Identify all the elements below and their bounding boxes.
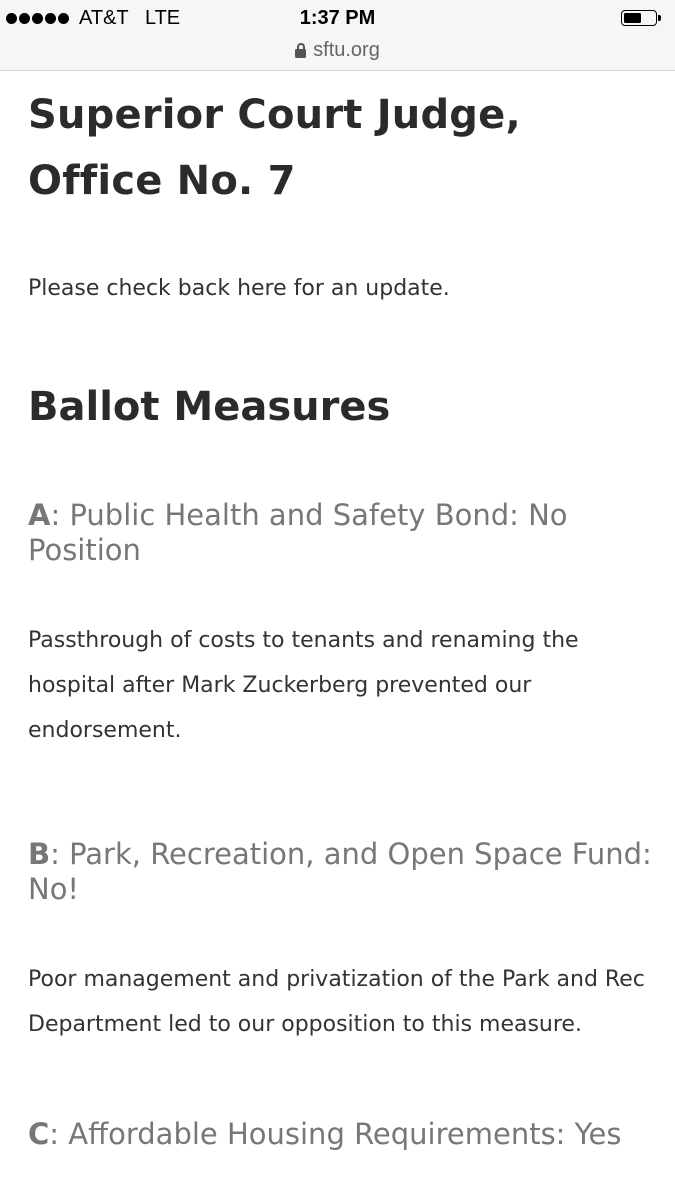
lock-icon (295, 43, 306, 58)
measure-c (28, 1117, 658, 1152)
measure-title (28, 498, 658, 568)
clock: 1:37 PM (299, 7, 376, 29)
measure-title-text: : Public Health and Safety Bond: No Position (28, 498, 568, 567)
page-content (28, 82, 658, 1152)
measure-description: Poor management and privatization of the Park and Rec Department led to our opposition to this measure. (28, 967, 645, 1037)
url-text[interactable]: sftu.org (313, 38, 380, 61)
ballot-measures-heading: Ballot Measures (28, 384, 391, 430)
measure-b (28, 837, 658, 1047)
browser-chrome (0, 0, 675, 71)
battery-icon (621, 10, 663, 28)
measure-title-text: : Park, Recreation, and Open Space Fund: No! (28, 837, 652, 906)
judge-update-text: Please check back here for an update. (28, 276, 450, 301)
address-bar[interactable] (0, 37, 675, 63)
measure-letter: C (28, 1117, 50, 1151)
status-bar (0, 7, 675, 31)
measure-title-text: : Affordable Housing Requirements: Yes (49, 1117, 622, 1151)
measure-description: Passthrough of costs to tenants and renaming the hospital after Mark Zuckerberg prevented our endorsement. (28, 628, 579, 743)
measure-title (28, 837, 658, 907)
carrier-label: AT&T LTE (79, 7, 181, 29)
measure-letter: B (28, 837, 51, 871)
measure-title (28, 1117, 658, 1152)
measure-letter: A (28, 498, 51, 532)
judge-heading: Superior Court Judge, Office No. 7 (28, 92, 521, 204)
measure-a (28, 498, 658, 753)
